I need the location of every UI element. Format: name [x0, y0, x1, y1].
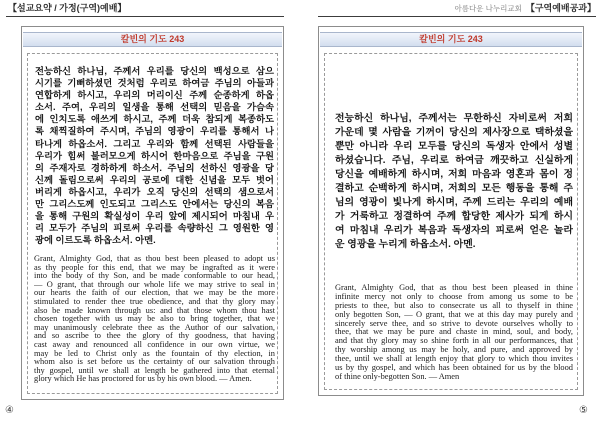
page-number: ⑤: [579, 405, 588, 416]
page-number: ④: [5, 405, 14, 416]
header-right: [455, 3, 596, 14]
korean-line: 여 마침내 우리가 복음과 독생자의 피로써 얻은 놀라: [335, 225, 573, 236]
english-line: us by thy gospel, and which has been obtained for us by the blood: [335, 364, 573, 373]
korean-line: 광에 이르도록 하옵소서. 아멘.: [35, 235, 156, 246]
korean-line: 가운데 몇 사람을 기꺼이 당신의 제사장으로 택하셨을: [335, 127, 573, 138]
english-line: thy worship among us may be holy, and pure, and approved by: [335, 346, 573, 355]
english-line: into the body of thy Son, and be made conformable to our head,: [34, 272, 275, 281]
page-left: [21, 26, 284, 400]
english-line: may unanimously celebrate thee as the Author of our salvation,: [34, 323, 275, 332]
korean-line: 신께 돌림으로써 우리의 공로에 대한 신념을 모두 벗어: [35, 174, 274, 185]
header-rule-right: [318, 16, 596, 17]
korean-line: 을 통해 구원의 확실성이 우리 앞에 제시되어 마침내 우: [35, 211, 274, 222]
english-prayer-text: [34, 255, 275, 384]
korean-line: 뿐만 아니라 우리 모두를 당신의 독생자 안에서 성별: [335, 141, 573, 152]
english-line: and that thy glory may so shine forth in all our performances, that: [335, 337, 573, 346]
english-line: priests to thee, but also to consecrate us all to thyself in thine: [335, 301, 573, 310]
korean-line: 전능하신 하나님, 주께서 우리를 당신의 백성으로 삼으: [35, 66, 274, 76]
english-line: — O grant, that through our whole life we may strive to seal in: [34, 280, 275, 289]
english-line: chosen together with us may be also to bring together, that we: [34, 315, 275, 324]
english-line: thy gospel, until we shall at length be gathered into that eternal: [34, 366, 275, 375]
korean-line: 리 모두가 주님의 피로써 우리를 속량하신 그 영원한 영: [35, 223, 274, 234]
korean-line: 전능하신 하나님, 주께서는 무한하신 자비로써 저희: [335, 113, 573, 124]
korean-line: 연합하게 하시고, 우리의 머리이신 주께 순종하게 하옵: [35, 90, 274, 101]
english-line: and so ascribe to thee the glory of thy goodness, that having: [34, 332, 275, 341]
korean-line: 운 영광을 누리게 하옵소서. 아멘.: [335, 239, 476, 250]
english-line: Grant, Almighty God, that as thou best been pleased in thine: [335, 284, 573, 292]
english-prayer-text: [335, 284, 573, 382]
english-line: whom also is set before us the certainty of our salvation through: [34, 358, 275, 367]
korean-line: 만 그리스도께 인도되고 그리스도 안에서는 당신의 복음: [35, 199, 274, 210]
english-line: our hearts the faith of our election, that we may be the more: [34, 289, 275, 298]
english-line: as thy people for this end, that we may be ingrafted as it were: [34, 263, 275, 272]
korean-line: 우리가 힘써 불러모으게 하시어 한마음으로 주님을 구원: [35, 150, 274, 161]
korean-line: 당신을 예배하게 하시며, 저희 마음과 영혼과 몸이 정: [335, 169, 573, 180]
header-left-title: 【설교요약 / 가정(구역)예배】: [8, 3, 127, 13]
header-rule-left: [6, 16, 284, 17]
page-right: [318, 26, 584, 396]
korean-prayer-text: [35, 65, 274, 246]
korean-line: 타나게 하옵소서. 그리고 우리와 함께 선택된 사람들을: [35, 138, 274, 149]
english-line: infinite mercy not only to choose from among us some to be: [335, 292, 573, 301]
english-line: glory which He has proctored for us by his own blood. — Amen.: [34, 375, 252, 384]
english-line: of thine only-begotten Son. — Amen: [335, 372, 460, 381]
korean-line: 시기를 기뻐하셨던 것처럼 우리로 하여금 주님의 아들과: [35, 78, 274, 89]
korean-line: 에 인치도록 애쓰게 하시고, 주께 더욱 참되게 복종하도: [35, 114, 274, 125]
korean-line: 님의 영광이 빛나게 하시며, 주께 드리는 우리의 예배: [335, 197, 573, 208]
english-line: only begotten Son, — O grant, that we at this day may purely and: [335, 310, 573, 319]
page-title: 칼빈의 기도 243: [23, 32, 282, 47]
english-line: also be made known through us: and that those whom thou hast: [34, 306, 275, 315]
korean-prayer-text: [335, 112, 573, 252]
korean-line: 소서. 주여, 우리의 일생을 통해 선택의 믿음을 가슴속: [35, 102, 274, 113]
english-line: sincerely serve thee, and so strive to devote ourselves wholly to: [335, 319, 573, 328]
korean-line: 의 주재자로 경하하게 하소서. 주님의 선하신 영광을 당: [35, 162, 274, 173]
korean-line: 하셨습니다. 주님, 우리로 하여금 깨끗하고 신실하게: [335, 155, 573, 166]
english-line: cast away and renounced all confidence in our own virtue, we: [34, 340, 275, 349]
english-line: Grant, Almighty God, that as thou best been pleased to adopt us: [34, 255, 275, 263]
korean-line: 버리게 하옵시고, 우리가 오직 당신의 선택의 샘으로서: [35, 186, 274, 197]
english-line: stimulated to render thee true obedience, and that thy glory may: [34, 297, 275, 306]
english-line: may be led to Christ only as the fountain of thy election, in: [34, 349, 275, 358]
korean-line: 록 채찍질하여 주시며, 주님의 영광이 우리를 통해서 나: [35, 126, 274, 137]
page-title: 칼빈의 기도 243: [320, 32, 582, 47]
header-right-title: 【구역예배공과】: [525, 3, 596, 13]
korean-line: 가 거룩하고 정결하여 주께 합당한 제사가 되게 하시: [335, 211, 573, 222]
korean-line: 결하고 순백하게 하시며, 저희의 모든 행동을 통해 주: [335, 183, 573, 194]
header-church-name: 아름다운 나누리교회: [454, 4, 522, 13]
english-line: thee, until we shall at length enjoy that glory to which thou invites: [335, 355, 573, 364]
english-line: thee, that we may be pure and chaste in mind, soul, and body,: [335, 328, 573, 337]
